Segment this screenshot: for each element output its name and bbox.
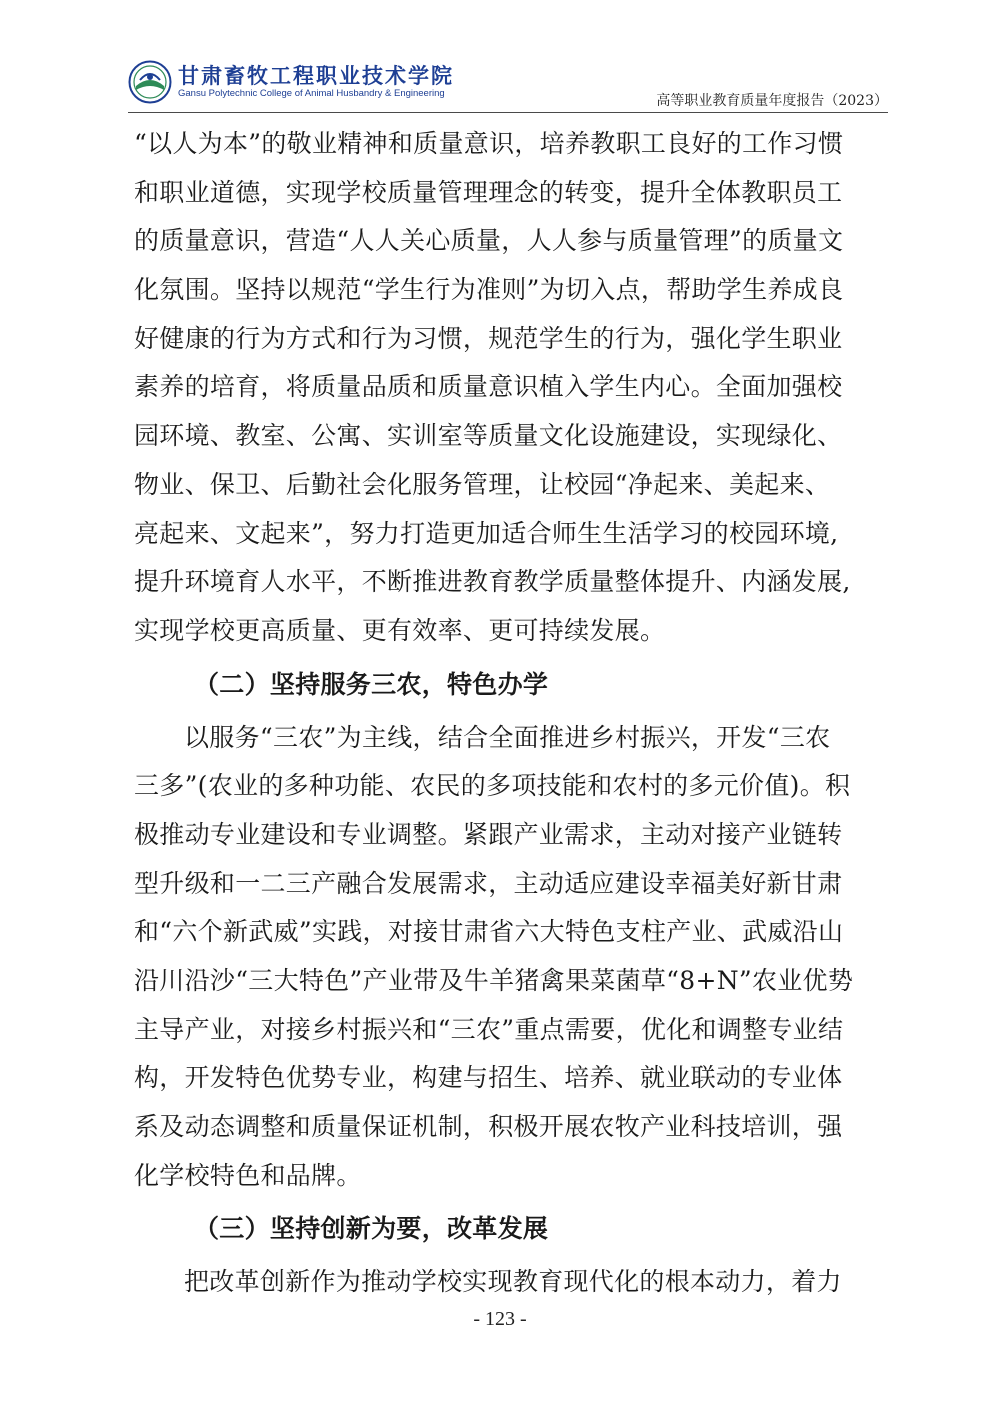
paragraph-line: 以服务“三农”为主线，结合全面推进乡村振兴，开发“三农 bbox=[184, 722, 831, 752]
section-heading-3: （三）坚持创新为要，改革发展 bbox=[194, 1214, 549, 1244]
header-divider bbox=[128, 112, 888, 113]
paragraph-line: 化氛围。坚持以规范“学生行为准则”为切入点，帮助学生养成良 bbox=[134, 275, 844, 305]
paragraph-line: 和职业道德，实现学校质量管理理念的转变，提升全体教职员工 bbox=[134, 177, 843, 207]
paragraph-line: 实现学校更高质量、更有效率、更可持续发展。 bbox=[134, 615, 666, 645]
school-name-en: Gansu Polytechnic College of Animal Husbandry & Engineering bbox=[178, 88, 445, 99]
report-title: 高等职业教育质量年度报告（2023） bbox=[656, 93, 888, 109]
paragraph-line: 化学校特色和品牌。 bbox=[134, 1160, 362, 1190]
paragraph-line: 物业、保卫、后勤社会化服务管理，让校园“净起来、美起来、 bbox=[134, 469, 831, 499]
paragraph-line: 极推动专业建设和专业调整。紧跟产业需求，主动对接产业链转 bbox=[134, 819, 843, 849]
paragraph-line: 好健康的行为方式和行为习惯，规范学生的行为，强化学生职业 bbox=[134, 323, 843, 353]
school-name-cn: 甘肃畜牧工程职业技术学院 bbox=[178, 63, 454, 88]
paragraph-line: 的质量意识，营造“人人关心质量，人人参与质量管理”的质量文 bbox=[134, 226, 844, 256]
paragraph-line: 主导产业，对接乡村振兴和“三农”重点需要，优化和调整专业结 bbox=[134, 1014, 844, 1044]
school-emblem-icon bbox=[128, 60, 172, 104]
paragraph-line: “以人为本”的敬业精神和质量意识，培养教职工良好的工作习惯 bbox=[134, 129, 844, 158]
paragraph-line: 三多”(农业的多种功能、农民的多项技能和农村的多元价值)。积 bbox=[134, 771, 851, 801]
section-heading-2: （二）坚持服务三农，特色办学 bbox=[194, 669, 549, 699]
paragraph-line: 构，开发特色优势专业，构建与招生、培养、就业联动的专业体 bbox=[134, 1063, 843, 1093]
paragraph-line: 和“六个新武威”实践，对接甘肃省六大特色支柱产业、武威沿山 bbox=[134, 917, 844, 947]
paragraph-line: 把改革创新作为推动学校实现教育现代化的根本动力，着力 bbox=[184, 1267, 842, 1297]
paragraph-line: 系及动态调整和质量保证机制，积极开展农牧产业科技培训，强 bbox=[134, 1112, 843, 1142]
page-number: - 123 - bbox=[473, 1308, 527, 1330]
paragraph-line: 型升级和一二三产融合发展需求，主动适应建设幸福美好新甘肃 bbox=[134, 868, 843, 898]
paragraph-line: 亮起来、文起来”，努力打造更加适合师生生活学习的校园环境, bbox=[134, 518, 839, 548]
page-header bbox=[128, 56, 888, 112]
paragraph-line: 沿川沿沙“三大特色”产业带及牛羊猪禽果菜菌草“8+N”农业优势 bbox=[134, 966, 854, 995]
paragraph-line: 园环境、教室、公寓、实训室等质量文化设施建设，实现绿化、 bbox=[134, 421, 843, 451]
paragraph-line: 素养的培育，将质量品质和质量意识植入学生内心。全面加强校 bbox=[134, 372, 843, 402]
paragraph-line: 提升环境育人水平，不断推进教育教学质量整体提升、内涵发展, bbox=[134, 567, 851, 597]
document-body bbox=[134, 120, 884, 1307]
